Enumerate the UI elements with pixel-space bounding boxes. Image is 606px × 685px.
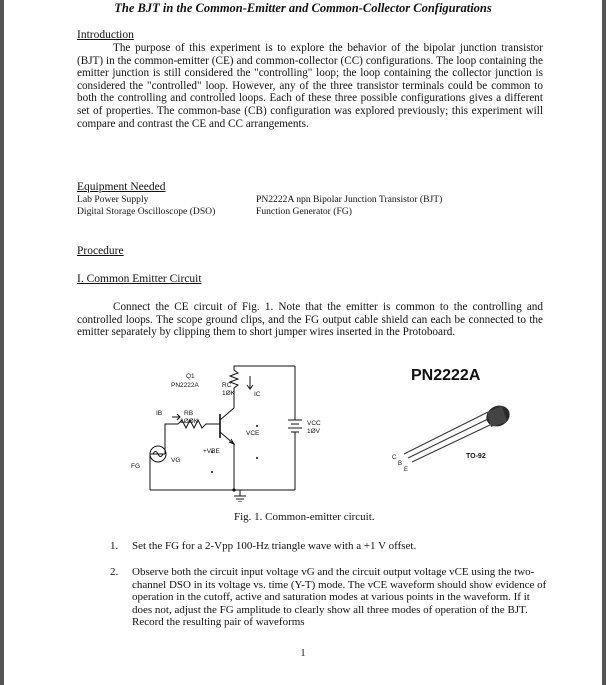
pin-lead — [408, 418, 490, 458]
figure-caption: Fig. 1. Common-emitter circuit. — [234, 511, 375, 523]
ib-label: IB — [156, 410, 163, 417]
package-title: PN2222A — [411, 367, 481, 384]
ic-label: IC — [254, 391, 261, 398]
equipment-item: Digital Storage Oscilloscope (DSO) — [77, 206, 216, 217]
page-number: 1 — [300, 648, 306, 659]
rb-value: 1ØØK — [180, 418, 199, 425]
equipment-item: Lab Power Supply — [77, 194, 149, 205]
q-label: Q1 — [186, 373, 195, 380]
introduction-text: The purpose of this experiment is to explore the behavior of the bipolar junction transistor (BJT) in the common-emitter (CE) and common-collector (CC) configurations. The loop containing the emitter junction is still considered the "controlling" loop; the loop containing the collector junction is considered the "controlled" loop. However, any of the three transistor terminals could be common to both the controlling and controlled loops. Each of these three possible configurations gives a different set of properties. The common-base (CB) configuration was explored previously; this experiment will compare and contrast the CE and CC arrangements. — [77, 42, 543, 130]
vbe-label: +VBE — [203, 448, 220, 455]
vce-label: VCE — [246, 430, 260, 437]
document-title: The BJT in the Common-Emitter and Common-Collector Configurations — [114, 1, 492, 15]
step-number: 1. — [110, 540, 119, 552]
step-text: Observe both the circuit input voltage vG and the circuit output voltage vCE using the two-channel DSO in its voltage vs. time (Y-T) mode. The vCE waveform should show evidence of operation in the cutoff, active and saturation modes at various points in the waveform. If it does not, adjust the FG amplitude to clearly show all three modes of operation of the BJT. Record the resulting pair of waveforms — [132, 566, 547, 629]
q-part-label: PN2222A — [171, 382, 199, 389]
introduction-paragraph — [77, 42, 543, 130]
circuit-schematic — [120, 362, 320, 502]
equipment-left-column — [77, 194, 215, 218]
procedure-paragraph — [77, 301, 543, 339]
pin-e-label: E — [404, 467, 409, 473]
vcc-value: 1ØV — [307, 428, 321, 435]
to92-package-drawing — [390, 392, 520, 482]
step-number: 2. — [110, 566, 119, 578]
base-wire-left — [165, 424, 178, 454]
fg-label: FG — [131, 463, 141, 470]
rc-resistor — [230, 366, 295, 392]
pin-c-label: C — [392, 455, 397, 461]
introduction-heading: Introduction — [77, 29, 134, 41]
vcc-label: VCC — [307, 420, 321, 427]
procedure-heading: Procedure — [77, 245, 124, 257]
rc-label: RC — [222, 382, 232, 389]
equipment-item: PN2222A npn Bipolar Junction Transistor (BJT) — [256, 194, 443, 205]
vg-label: VG — [171, 457, 181, 464]
battery-icon — [288, 420, 302, 432]
right-border — [602, 0, 606, 685]
equipment-heading: Equipment Needed — [77, 181, 166, 193]
pin-b-label: B — [398, 461, 403, 467]
package-type-label: TO-92 — [466, 453, 486, 460]
rb-label: RB — [184, 410, 194, 417]
rc-value: 1ØK — [222, 390, 236, 397]
ground-icon — [234, 496, 246, 502]
left-border — [0, 0, 4, 685]
step-text: Set the FG for a 2-Vpp 100-Hz triangle wave with a +1 V offset. — [132, 540, 417, 552]
ib-arrow-icon — [172, 414, 180, 420]
procedure-text: Connect the CE circuit of Fig. 1. Note that the emitter is common to the controlling and controlled loops. The scope ground clips, and the FG output cable shield can each be connected to the emitter separately by clipping them to short jumper wires inserted in the Protoboard. — [77, 301, 543, 339]
equipment-item: Function Generator (FG) — [256, 206, 352, 217]
equipment-right-column — [256, 194, 442, 218]
section-heading: I. Common Emitter Circuit — [77, 273, 202, 285]
pin-lead — [404, 412, 488, 454]
